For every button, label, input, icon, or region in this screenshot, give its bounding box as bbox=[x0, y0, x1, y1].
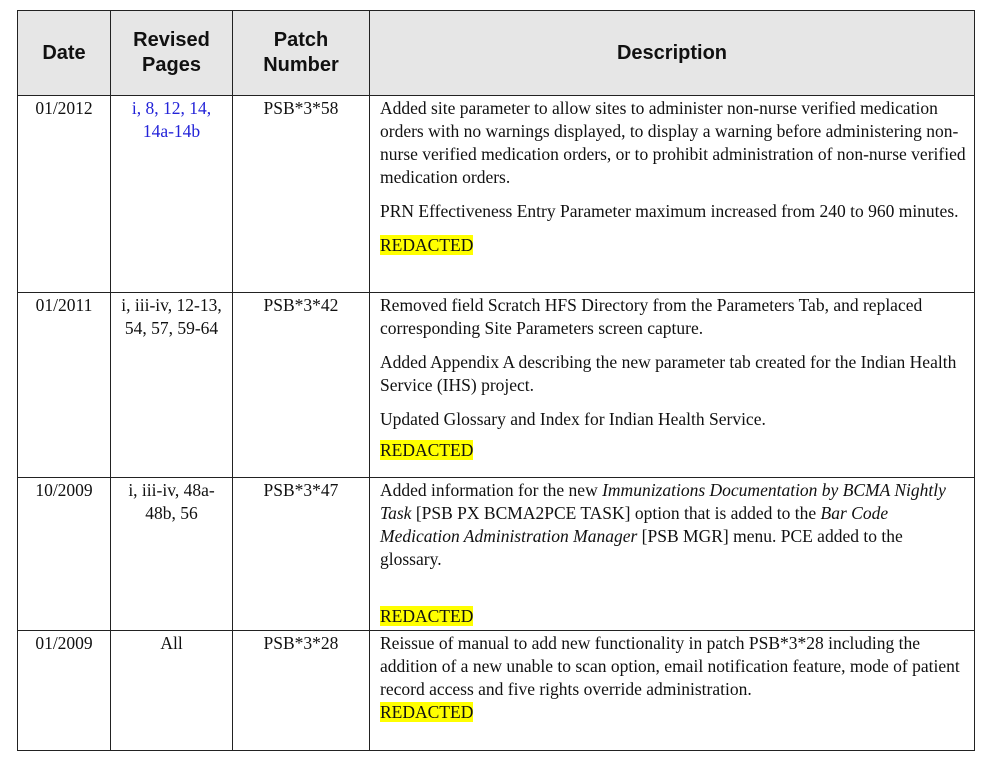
revision-history-table bbox=[17, 10, 975, 751]
header-row bbox=[18, 11, 975, 96]
redacted-label: REDACTED bbox=[380, 440, 474, 460]
date-cell: 01/2011 bbox=[18, 293, 111, 478]
table-row bbox=[18, 478, 975, 631]
table-row bbox=[18, 631, 975, 751]
description-paragraph: Removed field Scratch HFS Directory from the Parameters Tab, and replaced corresponding Site Parameters screen capture. bbox=[380, 295, 923, 338]
header-revised-pages: Revised Pages bbox=[111, 11, 233, 96]
description-cell bbox=[370, 631, 975, 751]
patch-cell: PSB*3*28 bbox=[233, 631, 370, 751]
table-row bbox=[18, 293, 975, 478]
description-cell bbox=[370, 96, 975, 293]
patch-cell: PSB*3*47 bbox=[233, 478, 370, 631]
date-cell: 01/2012 bbox=[18, 96, 111, 293]
date-cell: 10/2009 bbox=[18, 478, 111, 631]
patch-cell: PSB*3*58 bbox=[233, 96, 370, 293]
date-cell: 01/2009 bbox=[18, 631, 111, 751]
revised-pages-cell: All bbox=[111, 631, 233, 751]
table-row bbox=[18, 96, 975, 293]
header-patch-number: Patch Number bbox=[233, 11, 370, 96]
revised-pages-cell: i, iii-iv, 48a-48b, 56 bbox=[111, 478, 233, 631]
description-paragraph: Reissue of manual to add new functionality in patch PSB*3*28 including the addition of a new unable to scan option, email notification feature, mode of patient record access and five rights override administration. bbox=[380, 633, 960, 699]
header-date: Date bbox=[18, 11, 111, 96]
header-description: Description bbox=[370, 11, 975, 96]
description-paragraph: Updated Glossary and Index for Indian Health Service. bbox=[380, 409, 766, 429]
description-paragraph: Added site parameter to allow sites to administer non-nurse verified medication orders with no warnings displayed, to display a warning before administering non-nurse verified medication orders, or to prohibit administration of non-nurse verified medication orders. bbox=[380, 98, 966, 187]
description-cell bbox=[370, 293, 975, 478]
patch-cell: PSB*3*42 bbox=[233, 293, 370, 478]
revised-pages-cell: i, iii-iv, 12-13, 54, 57, 59-64 bbox=[111, 293, 233, 478]
description-cell bbox=[370, 478, 975, 631]
revised-pages-link[interactable]: i, 8, 12, 14, 14a-14b bbox=[111, 96, 233, 293]
description-paragraph: Added information for the new Immunizations Documentation by BCMA Nightly Task [PSB PX BCMA2PCE TASK] option that is added to the Bar Code Medication Administration Manager [PSB MGR] menu. PCE added to the glossary. bbox=[380, 480, 946, 569]
redacted-label: REDACTED bbox=[380, 702, 474, 722]
description-paragraph: Added Appendix A describing the new parameter tab created for the Indian Health Service (IHS) project. bbox=[380, 352, 957, 395]
redacted-label: REDACTED bbox=[380, 606, 474, 626]
redacted-label: REDACTED bbox=[380, 235, 474, 255]
description-paragraph: PRN Effectiveness Entry Parameter maximum increased from 240 to 960 minutes. bbox=[380, 201, 959, 221]
